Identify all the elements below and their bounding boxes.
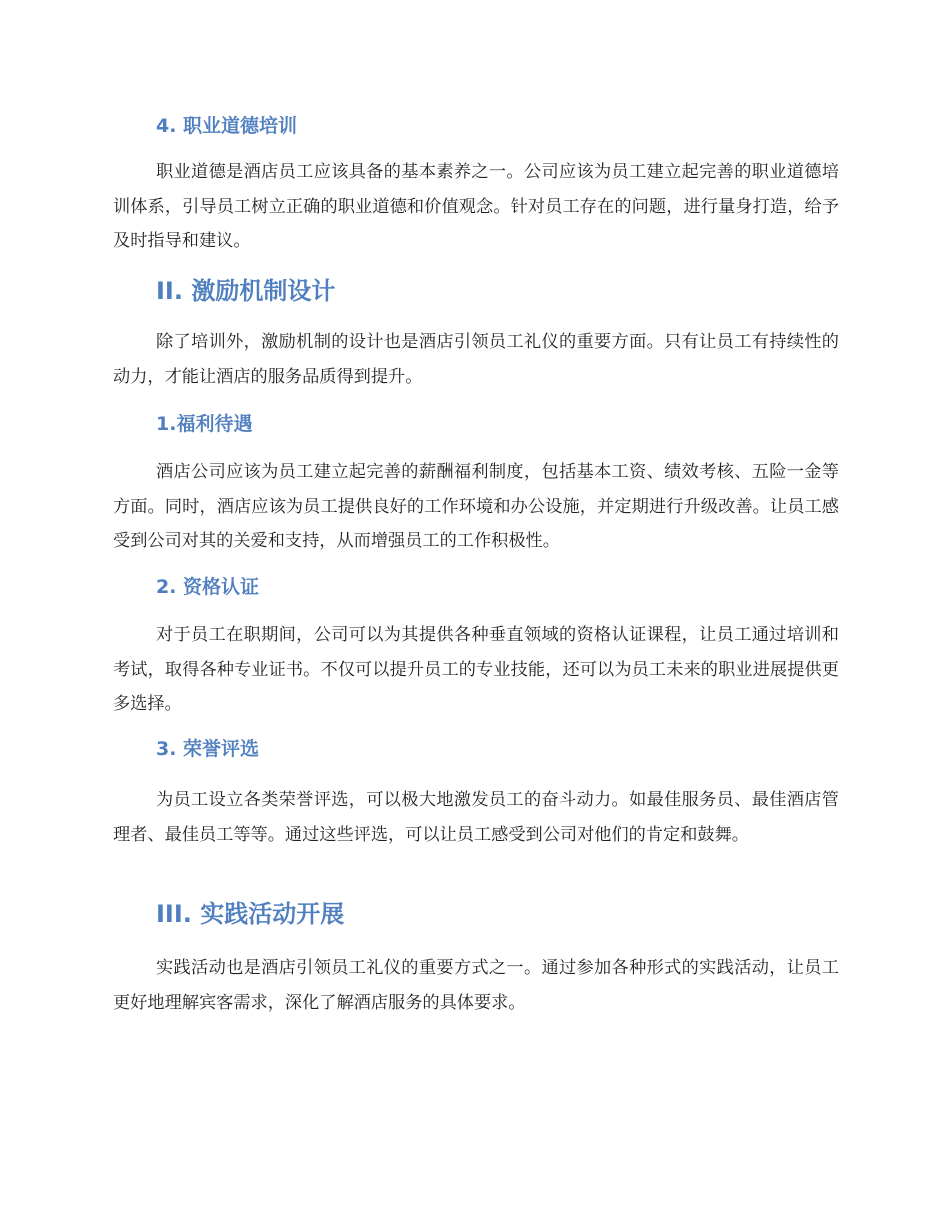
paragraph-practice-activities: 实践活动也是酒店引领员工礼仪的重要方式之一。通过参加各种形式的实践活动，让员工更好地理解宾客需求，深化了解酒店服务的具体要求。 <box>113 958 839 1013</box>
paragraph-benefits: 酒店公司应该为员工建立起完善的薪酬福利制度，包括基本工资、绩效考核、五险一金等方面。同时，酒店应该为员工提供良好的工作环境和办公设施，并定期进行升级改善。让员工感受到公司对其的关爱和支持，从而增强员工的工作积极性。 <box>113 462 839 551</box>
paragraph-incentive-intro: 除了培训外，激励机制的设计也是酒店引领员工礼仪的重要方面。只有让员工有持续性的动力，才能让酒店的服务品质得到提升。 <box>113 332 839 387</box>
paragraph-ethics-training: 职业道德是酒店员工应该具备的基本素养之一。公司应该为员工建立起完善的职业道德培训体系，引导员工树立正确的职业道德和价值观念。针对员工存在的问题，进行量身打造，给予及时指导和建议。 <box>113 162 839 251</box>
heading-incentive-design: II. 激励机制设计 <box>156 277 336 305</box>
heading-practice-activities: III. 实践活动开展 <box>156 900 345 928</box>
heading-qualification: 2. 资格认证 <box>156 576 260 598</box>
heading-ethics-training: 4. 职业道德培训 <box>156 115 298 137</box>
heading-benefits: 1.福利待遇 <box>156 413 253 435</box>
paragraph-qualification: 对于员工在职期间，公司可以为其提供各种垂直领域的资格认证课程，让员工通过培训和考试，取得各种专业证书。不仅可以提升员工的专业技能，还可以为员工未来的职业进展提供更多选择。 <box>113 625 839 714</box>
heading-honors: 3. 荣誉评选 <box>156 738 260 760</box>
paragraph-honors: 为员工设立各类荣誉评选，可以极大地激发员工的奋斗动力。如最佳服务员、最佳酒店管理者、最佳员工等等。通过这些评选，可以让员工感受到公司对他们的肯定和鼓舞。 <box>113 790 839 845</box>
